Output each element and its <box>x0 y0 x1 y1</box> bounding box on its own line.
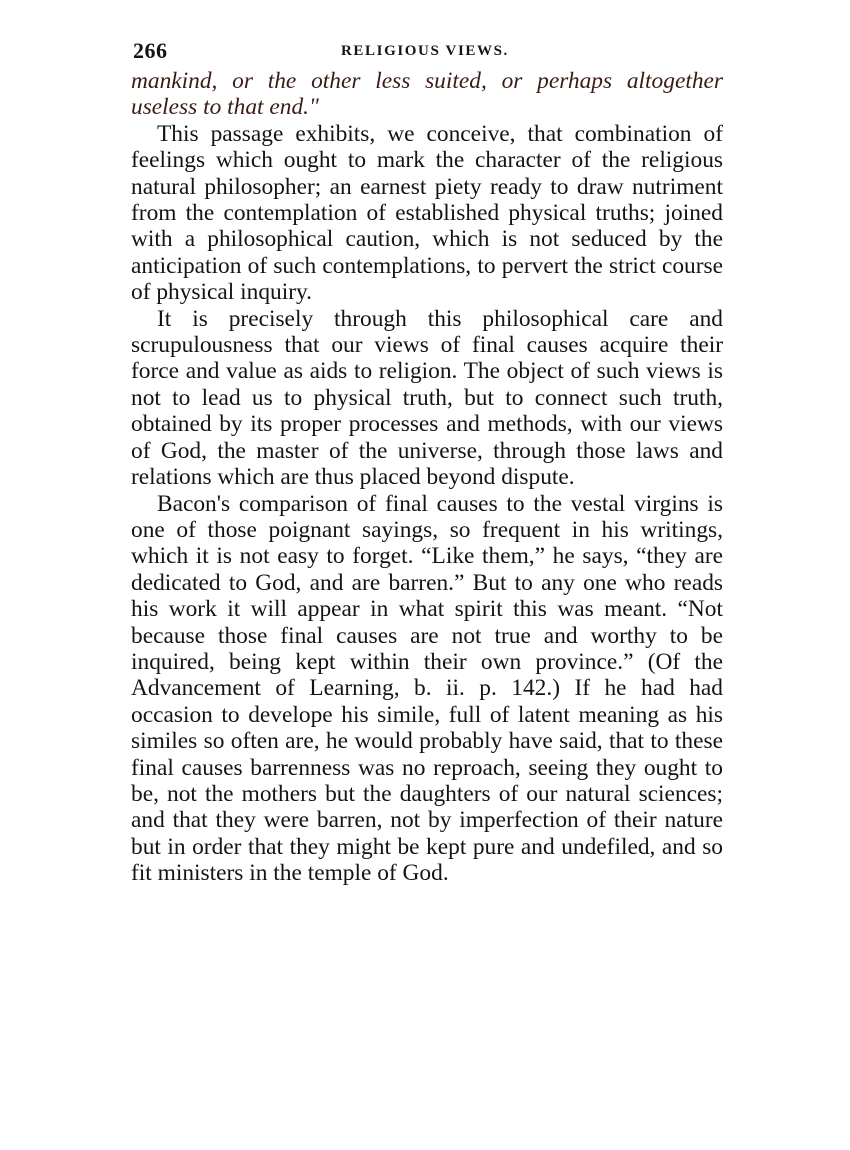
running-title: RELIGIOUS VIEWS. <box>341 43 509 59</box>
body-text <box>131 68 723 887</box>
book-page <box>131 38 723 887</box>
running-head <box>131 38 723 68</box>
paragraph-bacon-comparison: Bacon's comparison of final causes to the vestal virgins is one of those poignant sayings, so frequent in his writings, which it is not easy to forget. “Like them,” he says, “they are dedicated to God, and are barren.” But to any one who reads his work it will appear in what spirit this was meant. “Not because those final causes are not true and worthy to be inquired, being kept within their own province.” (Of the Advancement of Learning, b. ii. p. 142.) If he had had occasion to develope his simile, full of latent meaning as his similes so often are, he would probably have said, that to these final causes barrenness was no reproach, seeing they ought to be, not the mothers but the daughters of our natural sciences; and that they were barren, not by imperfection of their nature but in order that they might be kept pure and undefiled, and so fit ministers in the temple of God. <box>131 490 723 887</box>
page-number: 266 <box>133 38 168 63</box>
paragraph-religious-philosopher: This passage exhibits, we conceive, that combination of feelings which ought to mark the character of the religious natural philosopher; an earnest piety ready to draw nutriment from the contemplation of established physical truths; joined with a philosophical caution, which is not seduced by the anticipation of such contemplations, to pervert the strict course of physical inquiry. <box>131 120 723 306</box>
paragraph-continued-quote: mankind, or the other less suited, or perhaps altogether useless to that end." <box>131 68 723 121</box>
paragraph-final-causes: It is precisely through this philosophical care and scrupulousness that our views of final causes acquire their force and value as aids to religion. The object of such views is not to lead us to physical truth, but to connect such truth, obtained by its proper processes and methods, with our views of God, the master of the universe, through those laws and relations which are thus placed beyond dispute. <box>131 305 723 491</box>
